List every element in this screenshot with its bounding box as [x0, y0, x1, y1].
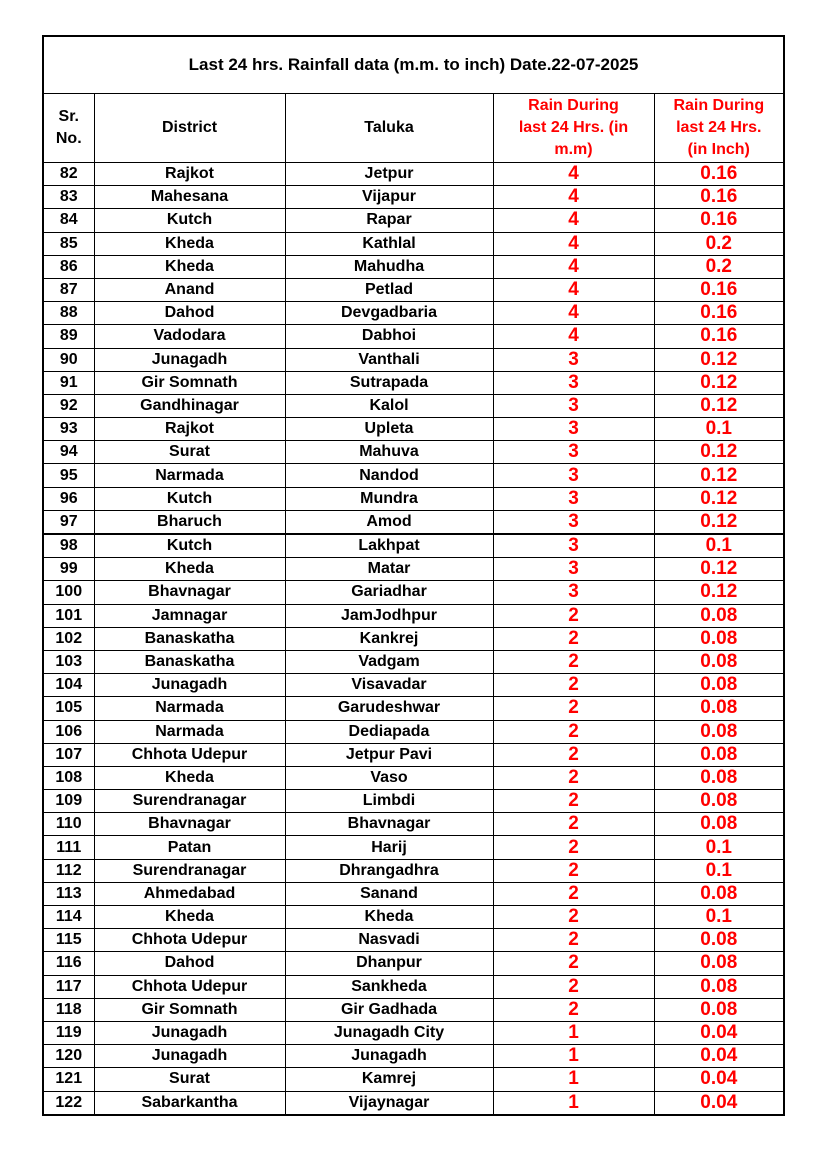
cell-district: Kutch: [94, 534, 285, 558]
cell-taluka: Nandod: [285, 464, 493, 487]
table-row: [43, 813, 784, 836]
cell-sr-no: 117: [43, 975, 94, 998]
cell-district: Mahesana: [94, 186, 285, 209]
cell-district: Kutch: [94, 209, 285, 232]
cell-rain-mm: 3: [493, 487, 654, 510]
cell-district: Narmada: [94, 697, 285, 720]
cell-taluka: Lakhpat: [285, 534, 493, 558]
cell-rain-inch: 0.08: [654, 743, 784, 766]
cell-taluka: Mahudha: [285, 255, 493, 278]
cell-sr-no: 99: [43, 558, 94, 581]
cell-rain-mm: 4: [493, 278, 654, 301]
cell-rain-inch: 0.1: [654, 836, 784, 859]
cell-rain-inch: 0.04: [654, 1045, 784, 1068]
cell-rain-inch: 0.1: [654, 418, 784, 441]
table-row: [43, 790, 784, 813]
cell-sr-no: 118: [43, 998, 94, 1021]
cell-rain-inch: 0.16: [654, 209, 784, 232]
cell-district: Surendranagar: [94, 790, 285, 813]
cell-rain-inch: 0.12: [654, 510, 784, 534]
cell-district: Kheda: [94, 558, 285, 581]
cell-rain-inch: 0.12: [654, 581, 784, 604]
cell-rain-inch: 0.08: [654, 650, 784, 673]
cell-rain-inch: 0.12: [654, 558, 784, 581]
table-title: Last 24 hrs. Rainfall data (m.m. to inch) Date.22-07-2025: [43, 36, 784, 94]
cell-district: Surat: [94, 441, 285, 464]
cell-taluka: Garudeshwar: [285, 697, 493, 720]
cell-rain-mm: 2: [493, 743, 654, 766]
cell-rain-inch: 0.1: [654, 906, 784, 929]
cell-rain-inch: 0.12: [654, 371, 784, 394]
cell-rain-inch: 0.12: [654, 394, 784, 417]
cell-district: Chhota Udepur: [94, 743, 285, 766]
cell-taluka: Dhrangadhra: [285, 859, 493, 882]
table-row: [43, 394, 784, 417]
cell-rain-mm: 3: [493, 534, 654, 558]
cell-sr-no: 84: [43, 209, 94, 232]
cell-rain-inch: 0.08: [654, 929, 784, 952]
cell-rain-mm: 2: [493, 766, 654, 789]
cell-district: Kheda: [94, 232, 285, 255]
table-row: [43, 604, 784, 627]
cell-taluka: Gir Gadhada: [285, 998, 493, 1021]
table-row: [43, 906, 784, 929]
cell-taluka: Kheda: [285, 906, 493, 929]
cell-district: Surat: [94, 1068, 285, 1091]
cell-district: Jamnagar: [94, 604, 285, 627]
header-sr-no: Sr. No.: [43, 94, 94, 163]
cell-sr-no: 108: [43, 766, 94, 789]
table-row: [43, 743, 784, 766]
cell-sr-no: 104: [43, 674, 94, 697]
table-row: [43, 441, 784, 464]
cell-rain-mm: 2: [493, 674, 654, 697]
cell-district: Vadodara: [94, 325, 285, 348]
cell-rain-inch: 0.08: [654, 975, 784, 998]
cell-sr-no: 88: [43, 302, 94, 325]
cell-sr-no: 110: [43, 813, 94, 836]
table-row: [43, 720, 784, 743]
cell-sr-no: 100: [43, 581, 94, 604]
cell-taluka: Sankheda: [285, 975, 493, 998]
cell-rain-mm: 4: [493, 302, 654, 325]
cell-district: Kheda: [94, 906, 285, 929]
cell-rain-mm: 2: [493, 882, 654, 905]
table-row: [43, 371, 784, 394]
cell-rain-inch: 0.08: [654, 720, 784, 743]
cell-rain-inch: 0.1: [654, 859, 784, 882]
cell-rain-inch: 0.08: [654, 766, 784, 789]
cell-rain-inch: 0.12: [654, 487, 784, 510]
cell-district: Narmada: [94, 464, 285, 487]
cell-rain-inch: 0.08: [654, 697, 784, 720]
table-row: [43, 697, 784, 720]
header-district: District: [94, 94, 285, 163]
table-body: [43, 163, 784, 1115]
cell-rain-inch: 0.08: [654, 790, 784, 813]
cell-rain-mm: 2: [493, 604, 654, 627]
header-taluka: Taluka: [285, 94, 493, 163]
cell-taluka: Jetpur: [285, 163, 493, 186]
table-row: [43, 859, 784, 882]
cell-district: Bharuch: [94, 510, 285, 534]
cell-rain-mm: 3: [493, 371, 654, 394]
header-row: [43, 94, 784, 163]
cell-district: Kheda: [94, 255, 285, 278]
cell-rain-mm: 4: [493, 209, 654, 232]
cell-district: Junagadh: [94, 1021, 285, 1044]
cell-district: Narmada: [94, 720, 285, 743]
cell-taluka: Dabhoi: [285, 325, 493, 348]
cell-rain-mm: 2: [493, 929, 654, 952]
table-row: [43, 975, 784, 998]
cell-taluka: Junagadh: [285, 1045, 493, 1068]
cell-district: Banaskatha: [94, 627, 285, 650]
cell-sr-no: 87: [43, 278, 94, 301]
cell-district: Chhota Udepur: [94, 929, 285, 952]
cell-sr-no: 90: [43, 348, 94, 371]
cell-sr-no: 106: [43, 720, 94, 743]
cell-taluka: Limbdi: [285, 790, 493, 813]
cell-rain-inch: 0.04: [654, 1068, 784, 1091]
cell-district: Gandhinagar: [94, 394, 285, 417]
cell-rain-inch: 0.16: [654, 302, 784, 325]
cell-rain-mm: 1: [493, 1045, 654, 1068]
cell-rain-mm: 2: [493, 906, 654, 929]
cell-rain-inch: 0.04: [654, 1021, 784, 1044]
table-row: [43, 952, 784, 975]
table-row: [43, 674, 784, 697]
cell-rain-mm: 2: [493, 697, 654, 720]
cell-rain-mm: 2: [493, 998, 654, 1021]
cell-sr-no: 122: [43, 1091, 94, 1115]
cell-taluka: Bhavnagar: [285, 813, 493, 836]
cell-taluka: JamJodhpur: [285, 604, 493, 627]
table-row: [43, 510, 784, 534]
table-row: [43, 998, 784, 1021]
cell-sr-no: 92: [43, 394, 94, 417]
cell-taluka: Kalol: [285, 394, 493, 417]
table-row: [43, 558, 784, 581]
cell-rain-mm: 4: [493, 325, 654, 348]
cell-rain-mm: 1: [493, 1091, 654, 1115]
cell-district: Junagadh: [94, 348, 285, 371]
cell-rain-inch: 0.08: [654, 813, 784, 836]
cell-rain-mm: 3: [493, 510, 654, 534]
header-rain-mm: Rain During last 24 Hrs. (in m.m): [493, 94, 654, 163]
cell-district: Patan: [94, 836, 285, 859]
cell-rain-inch: 0.16: [654, 278, 784, 301]
cell-rain-mm: 4: [493, 186, 654, 209]
cell-district: Bhavnagar: [94, 581, 285, 604]
cell-taluka: Devgadbaria: [285, 302, 493, 325]
cell-taluka: Kathlal: [285, 232, 493, 255]
cell-rain-mm: 2: [493, 790, 654, 813]
cell-taluka: Mundra: [285, 487, 493, 510]
cell-taluka: Jetpur Pavi: [285, 743, 493, 766]
cell-rain-inch: 0.08: [654, 998, 784, 1021]
cell-sr-no: 112: [43, 859, 94, 882]
cell-rain-mm: 3: [493, 464, 654, 487]
cell-district: Junagadh: [94, 1045, 285, 1068]
cell-district: Kutch: [94, 487, 285, 510]
cell-sr-no: 107: [43, 743, 94, 766]
cell-rain-inch: 0.08: [654, 627, 784, 650]
cell-rain-mm: 3: [493, 581, 654, 604]
cell-sr-no: 94: [43, 441, 94, 464]
cell-rain-inch: 0.16: [654, 325, 784, 348]
cell-rain-inch: 0.1: [654, 534, 784, 558]
table-row: [43, 1021, 784, 1044]
cell-rain-mm: 3: [493, 558, 654, 581]
table-row: [43, 464, 784, 487]
table-row: [43, 487, 784, 510]
cell-taluka: Junagadh City: [285, 1021, 493, 1044]
cell-rain-inch: 0.08: [654, 674, 784, 697]
cell-taluka: Harij: [285, 836, 493, 859]
cell-rain-inch: 0.12: [654, 348, 784, 371]
cell-sr-no: 93: [43, 418, 94, 441]
table-row: [43, 302, 784, 325]
rainfall-sheet: [42, 35, 783, 1116]
cell-sr-no: 115: [43, 929, 94, 952]
cell-district: Banaskatha: [94, 650, 285, 673]
cell-taluka: Sanand: [285, 882, 493, 905]
cell-taluka: Vijapur: [285, 186, 493, 209]
table-row: [43, 882, 784, 905]
cell-district: Chhota Udepur: [94, 975, 285, 998]
table-row: [43, 581, 784, 604]
cell-sr-no: 102: [43, 627, 94, 650]
cell-rain-inch: 0.12: [654, 441, 784, 464]
table-row: [43, 1068, 784, 1091]
cell-rain-mm: 2: [493, 836, 654, 859]
cell-district: Dahod: [94, 952, 285, 975]
table-row: [43, 766, 784, 789]
cell-district: Surendranagar: [94, 859, 285, 882]
cell-district: Anand: [94, 278, 285, 301]
cell-district: Dahod: [94, 302, 285, 325]
cell-rain-inch: 0.04: [654, 1091, 784, 1115]
cell-rain-inch: 0.12: [654, 464, 784, 487]
cell-district: Bhavnagar: [94, 813, 285, 836]
cell-taluka: Petlad: [285, 278, 493, 301]
cell-taluka: Dediapada: [285, 720, 493, 743]
cell-taluka: Upleta: [285, 418, 493, 441]
cell-rain-mm: 2: [493, 859, 654, 882]
cell-rain-mm: 1: [493, 1068, 654, 1091]
table-row: [43, 278, 784, 301]
cell-taluka: Amod: [285, 510, 493, 534]
header-rain-inch: Rain During last 24 Hrs. (in Inch): [654, 94, 784, 163]
cell-sr-no: 89: [43, 325, 94, 348]
cell-taluka: Mahuva: [285, 441, 493, 464]
cell-sr-no: 97: [43, 510, 94, 534]
cell-sr-no: 116: [43, 952, 94, 975]
table-row: [43, 627, 784, 650]
table-row: [43, 1091, 784, 1115]
cell-district: Kheda: [94, 766, 285, 789]
cell-sr-no: 105: [43, 697, 94, 720]
cell-sr-no: 119: [43, 1021, 94, 1044]
cell-rain-inch: 0.16: [654, 186, 784, 209]
cell-taluka: Sutrapada: [285, 371, 493, 394]
cell-rain-inch: 0.08: [654, 604, 784, 627]
cell-taluka: Vaso: [285, 766, 493, 789]
cell-sr-no: 96: [43, 487, 94, 510]
table-row: [43, 929, 784, 952]
cell-rain-mm: 2: [493, 627, 654, 650]
cell-rain-mm: 4: [493, 232, 654, 255]
table-row: [43, 348, 784, 371]
cell-taluka: Kankrej: [285, 627, 493, 650]
cell-sr-no: 109: [43, 790, 94, 813]
cell-sr-no: 113: [43, 882, 94, 905]
cell-rain-mm: 3: [493, 394, 654, 417]
cell-rain-mm: 4: [493, 255, 654, 278]
cell-sr-no: 85: [43, 232, 94, 255]
cell-taluka: Vijaynagar: [285, 1091, 493, 1115]
cell-district: Ahmedabad: [94, 882, 285, 905]
cell-sr-no: 101: [43, 604, 94, 627]
cell-rain-mm: 2: [493, 952, 654, 975]
cell-taluka: Kamrej: [285, 1068, 493, 1091]
cell-rain-mm: 3: [493, 418, 654, 441]
cell-rain-mm: 1: [493, 1021, 654, 1044]
cell-district: Junagadh: [94, 674, 285, 697]
table-row: [43, 325, 784, 348]
cell-taluka: Dhanpur: [285, 952, 493, 975]
cell-taluka: Nasvadi: [285, 929, 493, 952]
cell-rain-inch: 0.08: [654, 952, 784, 975]
rainfall-table: [42, 35, 785, 1116]
cell-sr-no: 82: [43, 163, 94, 186]
cell-rain-mm: 2: [493, 720, 654, 743]
cell-rain-inch: 0.2: [654, 232, 784, 255]
cell-taluka: Matar: [285, 558, 493, 581]
table-row: [43, 186, 784, 209]
table-row: [43, 418, 784, 441]
cell-district: Rajkot: [94, 163, 285, 186]
cell-sr-no: 103: [43, 650, 94, 673]
cell-sr-no: 111: [43, 836, 94, 859]
cell-rain-mm: 2: [493, 650, 654, 673]
table-row: [43, 534, 784, 558]
cell-sr-no: 95: [43, 464, 94, 487]
cell-sr-no: 121: [43, 1068, 94, 1091]
cell-district: Rajkot: [94, 418, 285, 441]
cell-district: Sabarkantha: [94, 1091, 285, 1115]
table-row: [43, 232, 784, 255]
cell-taluka: Rapar: [285, 209, 493, 232]
cell-rain-inch: 0.16: [654, 163, 784, 186]
cell-taluka: Visavadar: [285, 674, 493, 697]
table-row: [43, 650, 784, 673]
cell-taluka: Gariadhar: [285, 581, 493, 604]
cell-sr-no: 86: [43, 255, 94, 278]
cell-sr-no: 91: [43, 371, 94, 394]
cell-sr-no: 98: [43, 534, 94, 558]
table-row: [43, 255, 784, 278]
table-row: [43, 163, 784, 186]
table-row: [43, 209, 784, 232]
cell-taluka: Vanthali: [285, 348, 493, 371]
cell-sr-no: 83: [43, 186, 94, 209]
cell-rain-mm: 2: [493, 813, 654, 836]
cell-rain-mm: 3: [493, 441, 654, 464]
cell-rain-mm: 3: [493, 348, 654, 371]
cell-rain-inch: 0.08: [654, 882, 784, 905]
cell-district: Gir Somnath: [94, 371, 285, 394]
table-row: [43, 836, 784, 859]
cell-sr-no: 120: [43, 1045, 94, 1068]
cell-rain-mm: 4: [493, 163, 654, 186]
cell-sr-no: 114: [43, 906, 94, 929]
cell-taluka: Vadgam: [285, 650, 493, 673]
cell-rain-inch: 0.2: [654, 255, 784, 278]
table-row: [43, 1045, 784, 1068]
cell-district: Gir Somnath: [94, 998, 285, 1021]
cell-rain-mm: 2: [493, 975, 654, 998]
